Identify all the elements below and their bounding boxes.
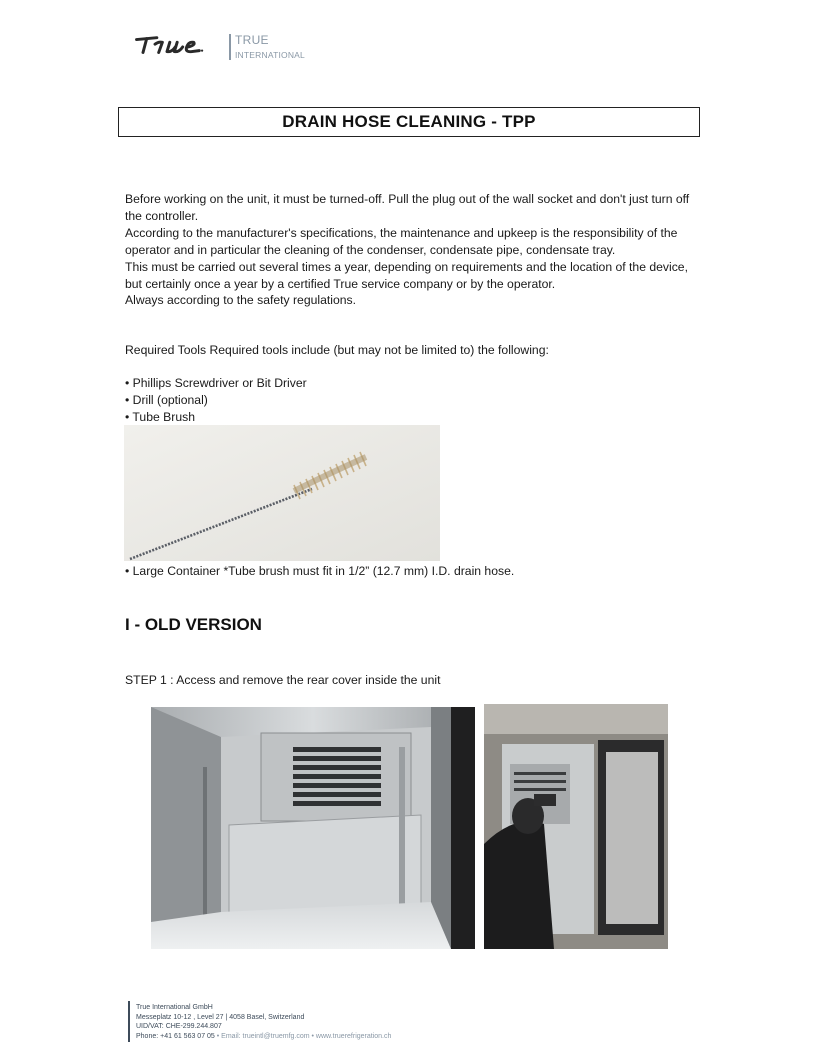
intro-line: Always according to the safety regulations. [125,293,357,308]
true-logo-mark [132,34,226,58]
step-1-text: STEP 1 : Access and remove the rear cover inside the unit [125,673,441,687]
footer-vat: UID/VAT: CHE-299.244.807 [136,1023,222,1030]
document-title-box [118,107,700,137]
section-heading: I - OLD VERSION [125,615,262,634]
tube-brush-photo [124,425,440,561]
tool-item: • Tube Brush [125,410,195,424]
footer-contact [136,1032,391,1042]
tool-item: • Drill (optional) [125,393,208,407]
document-title: DRAIN HOSE CLEANING - TPP [282,112,536,131]
tool-item: • Phillips Screwdriver or Bit Driver [125,376,307,390]
footer-divider [128,1001,130,1042]
footer-phone: Phone: +41 61 563 07 05 [136,1032,215,1040]
technician-photo [484,704,668,949]
intro-paragraph [125,191,705,309]
logo-text-international: INTERNATIONAL [235,50,305,60]
unit-interior-photo [151,707,475,949]
logo-divider [229,34,231,60]
logo-text-true: TRUE [235,33,269,47]
intro-line: According to the manufacturer's specifications, the maintenance and upkeep is the responsibility of the operator and in particular the cleaning of the condenser, condensate pipe, condensate tray. [125,225,678,257]
intro-line: This must be carried out several times a year, depending on requirements and the location of the device, but certainly once a year by a certified True service company or by the operator. [125,259,688,291]
footer-street: Messeplatz 10-12 , Level 27 | 4058 Basel, Switzerland [136,1013,305,1021]
footer-company: True International GmbH [136,1004,213,1011]
footer-email-web: • Email: trueintl@truemfg.com • www.truerefrigeration.ch [214,1032,392,1040]
tool-item-large-container: • Large Container *Tube brush must fit in 1/2” (12.7 mm) I.D. drain hose. [125,564,515,578]
footer-address [136,1003,391,1041]
intro-line: Before working on the unit, it must be turned-off. Pull the plug out of the wall socket and don't just turn off the controller. [125,192,690,223]
required-tools-intro: Required Tools Required tools include (but may not be limited to) the following: [125,343,549,357]
